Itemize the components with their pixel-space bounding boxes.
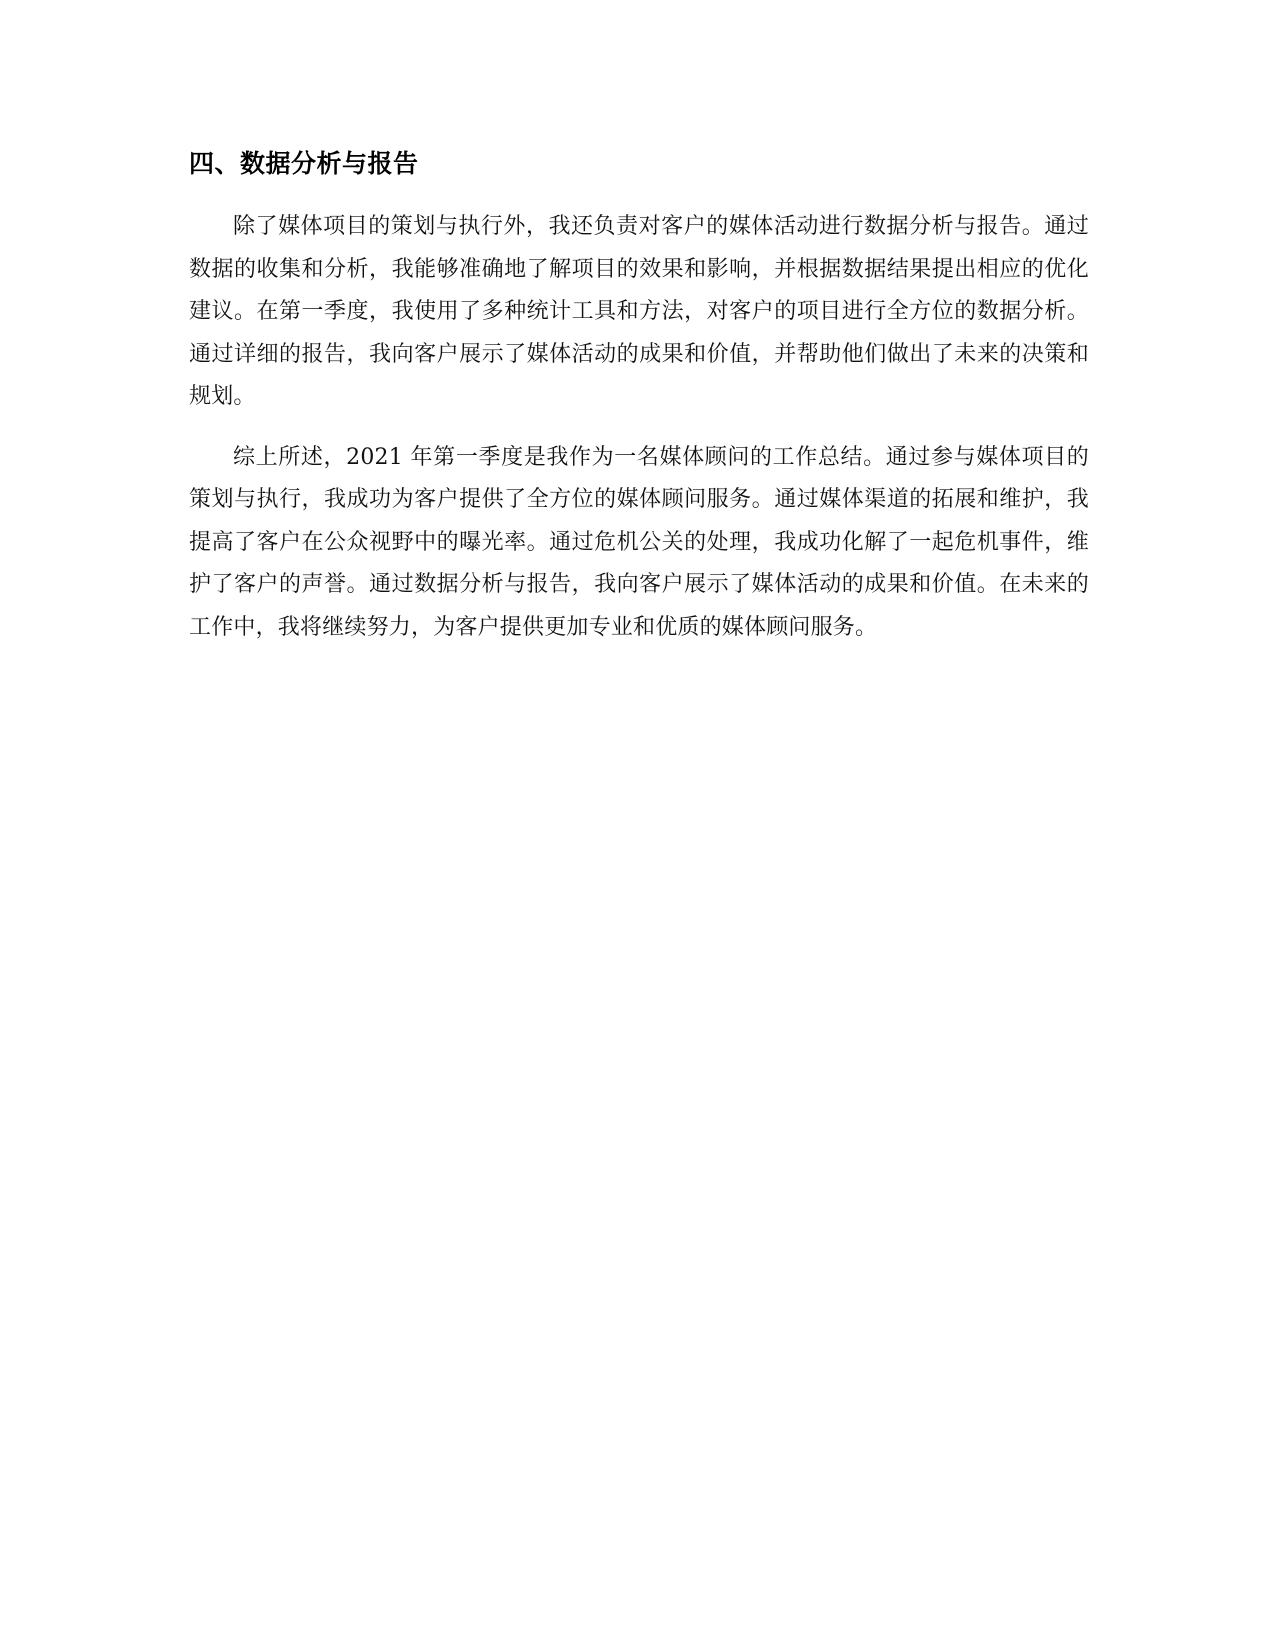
document-body [189, 146, 1089, 667]
section-heading: 四、数据分析与报告 [189, 149, 419, 178]
paragraph-summary: 综上所述，2021 年第一季度是我作为一名媒体顾问的工作总结。通过参与媒体项目的策划与执行，我成功为客户提供了全方位的媒体顾问服务。通过媒体渠道的拓展和维护，我提高了客户在公众视野中的曝光率。通过危机公关的处理，我成功化解了一起危机事件，维护了客户的声誉。通过数据分析与报告，我向客户展示了媒体活动的成果和价值。在未来的工作中，我将继续努力，为客户提供更加专业和优质的媒体顾问服务。 [189, 444, 1089, 640]
paragraph-data-analysis: 除了媒体项目的策划与执行外，我还负责对客户的媒体活动进行数据分析与报告。通过数据的收集和分析，我能够准确地了解项目的效果和影响，并根据数据结果提出相应的优化建议。在第一季度，我使用了多种统计工具和方法，对客户的项目进行全方位的数据分析。通过详细的报告，我向客户展示了媒体活动的成果和价值，并帮助他们做出了未来的决策和规划。 [189, 214, 1089, 409]
